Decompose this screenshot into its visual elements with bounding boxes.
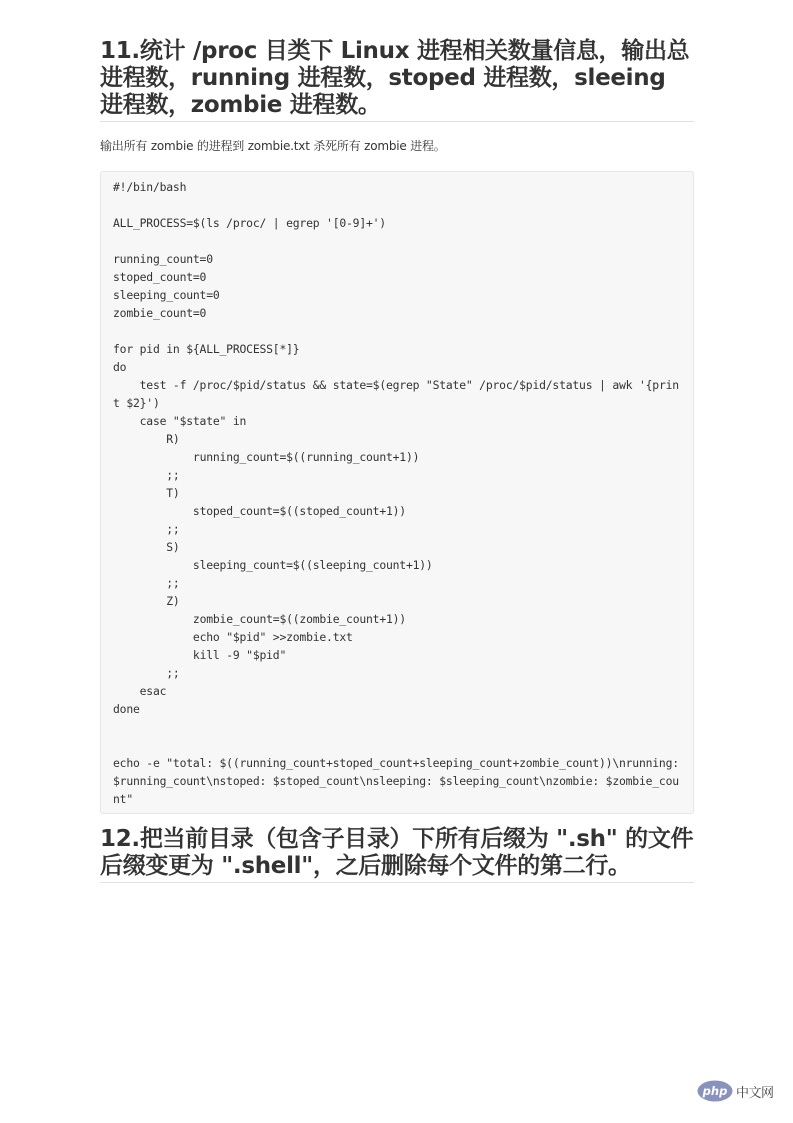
watermark-site-text: 中文网 [736, 1085, 774, 1101]
php-cn-watermark [697, 1079, 774, 1103]
section-11-heading: 11.统计 /proc 目类下 Linux 进程相关数量信息，输出总进程数，running 进程数，stoped 进程数，sleeing 进程数，zombie 进程数。 [100, 38, 694, 122]
section-12-heading: 12.把当前目录（包含子目录）下所有后缀为 ".sh" 的文件后缀变更为 ".shell"，之后删除每个文件的第二行。 [100, 826, 694, 883]
code-block-bash-script: #!/bin/bash ALL_PROCESS=$(ls /proc/ | egrep '[0-9]+') running_count=0 stoped_count=0 sleeping_count=0 zombie_count=0 for pid in ${ALL_PROCESS[*]} do test -f /proc/$pid/status && state=$(egrep "State" /proc/$pid/status | awk '{print $2}') case "$state" in R) running_count=$((running_count+1)) ;; T) stoped_count=$((stoped_count+1)) ;; S) sleeping_count=$((sleeping_count+1)) ;; Z) zombie_count=$((zombie_count+1)) echo "$pid" >>zombie.txt kill -9 "$pid" ;; esac done echo -e "total: $((running_count+stoped_count+sleeping_count+zombie_count))\nrunning: $running_count\nstoped: $stoped_count\nsleeping: $sleeping_count\nzombie: $zombie_count" [100, 171, 694, 814]
section-11-description: 输出所有 zombie 的进程到 zombie.txt 杀死所有 zombie 进程。 [100, 139, 446, 153]
php-logo-icon [697, 1080, 733, 1102]
document-body [100, 0, 694, 883]
php-logo-text: php [702, 1084, 728, 1098]
